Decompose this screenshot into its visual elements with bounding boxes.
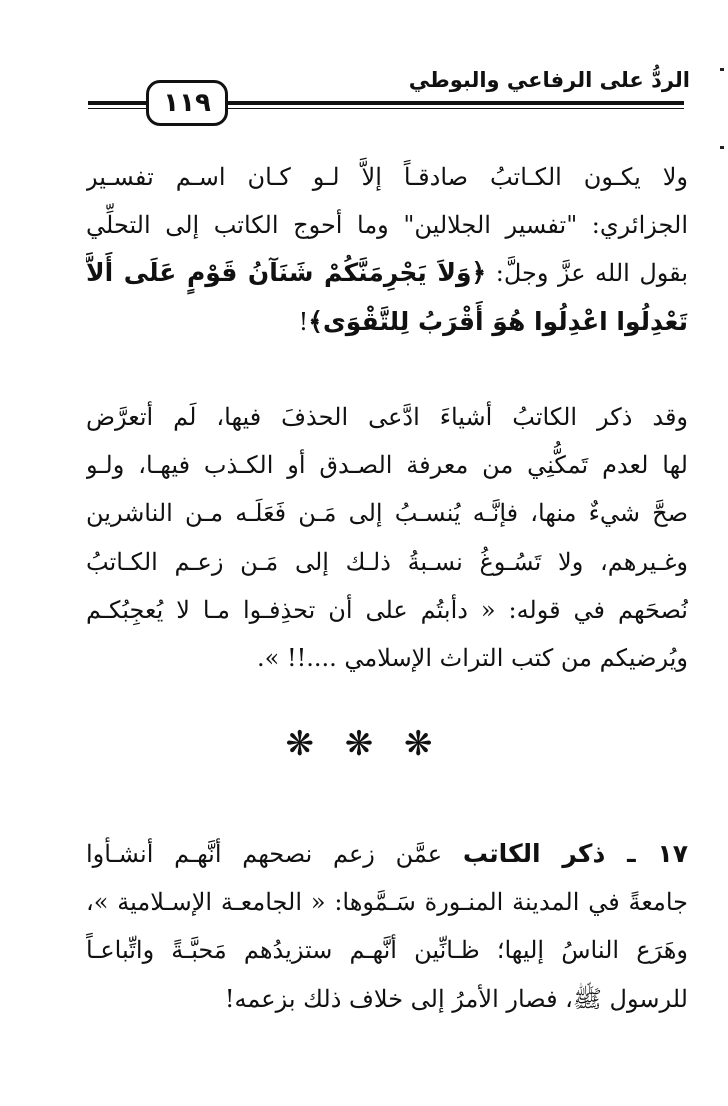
text-line: وغـيرهم، ولا تَسُـوغُ نسـبةُ ذلـك إلى مَـن زعـم الكـاتبُ <box>86 547 688 576</box>
section-heading: ١٧ ـ ذكر الكاتب <box>462 839 688 868</box>
verse-intro: بقول الله عزَّ وجلَّ: <box>486 259 688 288</box>
text-line: نُصحَهم في قوله: « دأبتُم على أن تحذِفـوا مـا لا يُعجِبُكـم <box>86 595 688 624</box>
paragraph-2 <box>86 393 688 682</box>
page-edge-mark <box>720 68 724 71</box>
text-line: جامعةً في المدينة المنـورة سَـمَّوها: « الجامعـة الإسـلامية »، <box>86 888 688 917</box>
text-line: ولا يكـون الكـاتبُ صادقـاً إلاَّ لـو كـان اسـم تفسـير <box>86 163 688 191</box>
text-line: صحَّ شيءٌ منها، فإنَّـه يُنسـبُ إلى مَـن فَعَلَـه مـن الناشرين <box>86 499 688 528</box>
quran-verse: تَعْدِلُوا اعْدِلُوا هُوَ أَقْرَبُ لِلتَّقْوَى﴾ <box>308 306 688 336</box>
text-line: لها لعدم تَمكُّنِي من معرفة الصـدق أو الكـذب فيهـا، ولـو <box>86 451 688 480</box>
section-separator: ❋ ❋ ❋ <box>285 724 443 764</box>
text-line: وهَرَع الناسُ إليها؛ ظـانِّين أنَّهـم ستزيدُهم مَحبَّـةً واتِّباعـاً <box>86 936 688 965</box>
text-line <box>86 298 688 346</box>
page-number-frame <box>146 80 228 126</box>
section-17 <box>86 830 688 1023</box>
text-line: ويُرضيكم من كتب التراث الإسلامي ....!! ». <box>257 644 688 673</box>
text-line: وقد ذكر الكاتبُ أشياءَ ادَّعى الحذفَ فيها، لَم أتعرَّض <box>86 403 688 431</box>
quran-verse: ﴿وَلاَ يَجْرِمَنَّكُمْ شَنَآنُ قَوْمٍ عَلَى أَلاَّ <box>86 258 487 288</box>
page-edge-mark <box>720 146 724 149</box>
text-line: للرسول ﷺ، فصار الأمرُ إلى خلاف ذلك بزعمه! <box>224 984 688 1013</box>
paragraph-1 <box>86 153 688 346</box>
running-title: الردُّ على الرفاعي والبوطي <box>408 68 690 92</box>
exclamation: ! <box>298 307 309 336</box>
text-line <box>86 830 688 878</box>
page-number: ١١٩ <box>163 88 211 118</box>
text-line <box>86 249 688 297</box>
heading-continuation: عمَّن زعم نصحهم أنَّهـم أنشـأوا <box>86 840 463 868</box>
text-line: الجزائري: "تفسير الجلالين" وما أحوج الكاتب إلى التحلِّي <box>86 211 688 240</box>
